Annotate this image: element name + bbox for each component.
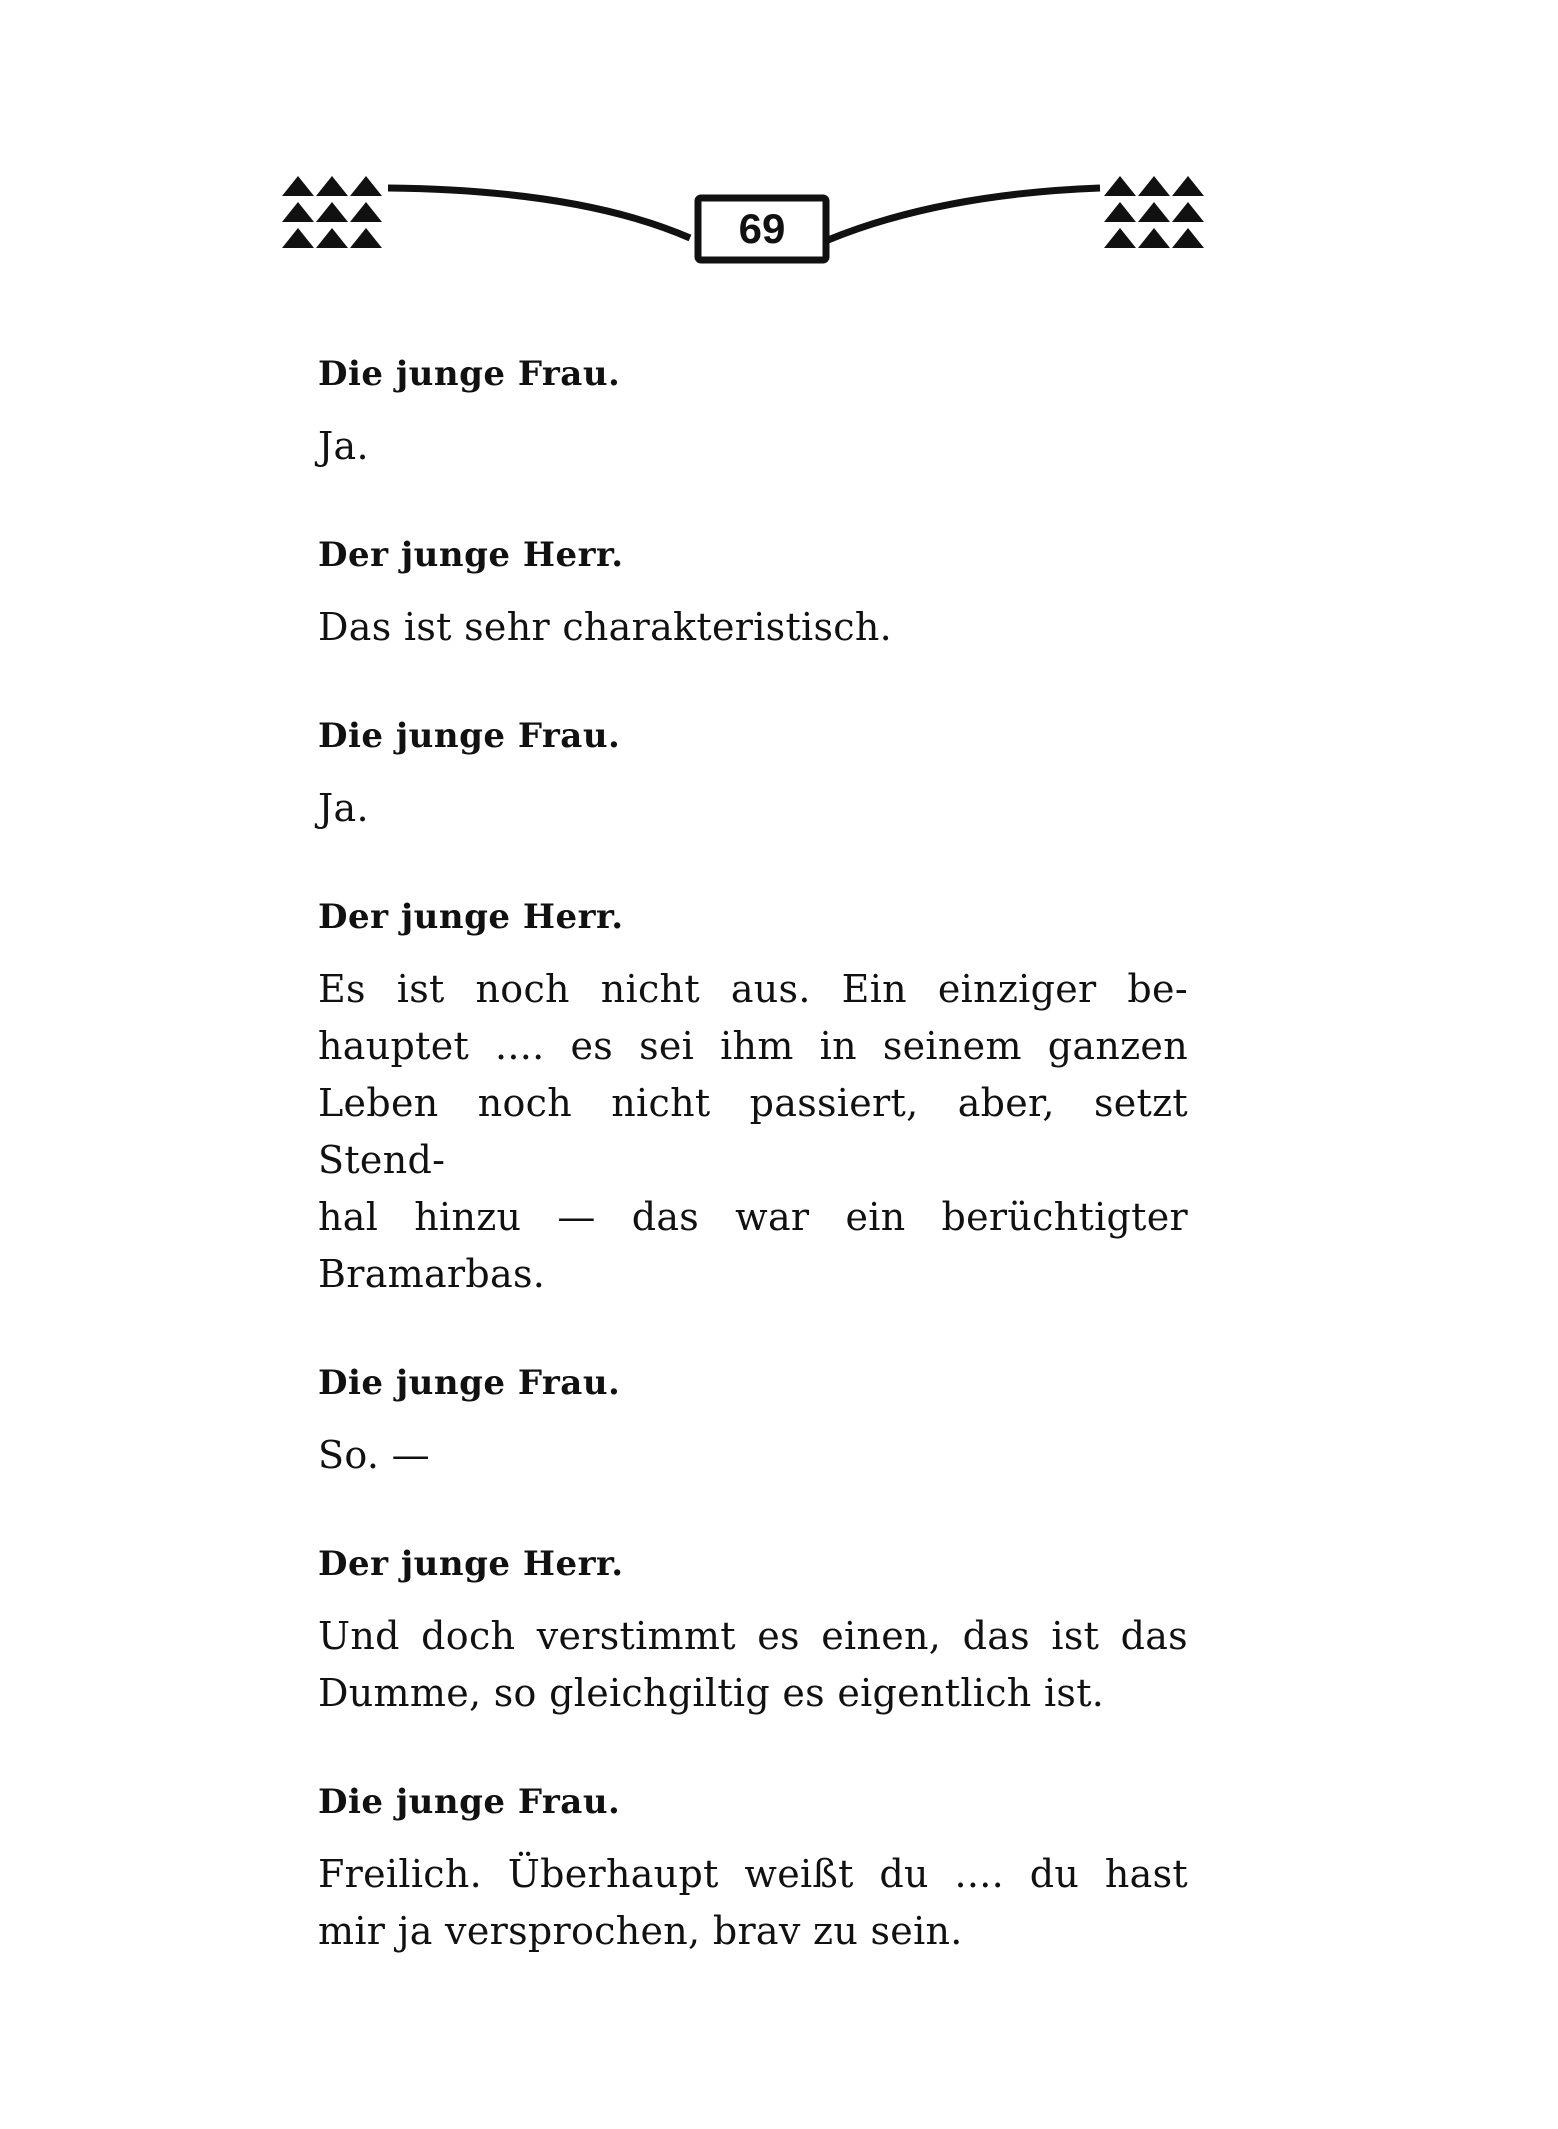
speaker-label: Der junge Herr. xyxy=(318,1544,624,1584)
right-swoop-line xyxy=(828,188,1100,240)
spoken-line: Und doch verstimmt es einen, das ist das xyxy=(318,1614,1188,1658)
dialogue-block xyxy=(318,889,1188,1303)
dialogue-block xyxy=(318,1536,1188,1722)
spoken-line: Leben noch nicht passiert, aber, setzt Stend- xyxy=(318,1081,1188,1182)
dialogue-block xyxy=(318,708,1188,837)
spoken-line: Bramarbas. xyxy=(318,1252,546,1296)
spoken-line: Das ist sehr charakteristisch. xyxy=(318,605,893,649)
spoken-line: hal hinzu — das war ein berüchtigter xyxy=(318,1195,1188,1239)
dialogue-block xyxy=(318,1355,1188,1484)
dialogue-block xyxy=(318,527,1188,656)
spoken-line: Dumme, so gleichgiltig es eigentlich ist. xyxy=(318,1671,1105,1715)
spoken-line: Freilich. Überhaupt weißt du .... du hast xyxy=(318,1852,1188,1896)
page-header-ornament xyxy=(280,170,1240,290)
dialogue-text xyxy=(318,346,1188,1960)
dialogue-block xyxy=(318,1774,1188,1960)
page-number: 69 xyxy=(738,205,786,252)
left-swoop-line xyxy=(388,188,690,238)
speaker-label: Die junge Frau. xyxy=(318,716,621,756)
spoken-line: Ja. xyxy=(318,786,369,830)
dialogue-block xyxy=(318,346,1188,475)
left-triangle-cluster xyxy=(282,176,382,248)
spoken-line: mir ja versprochen, brav zu sein. xyxy=(318,1909,963,1953)
spoken-line: hauptet .... es sei ihm in seinem ganzen xyxy=(318,1024,1188,1068)
speaker-label: Die junge Frau. xyxy=(318,1363,621,1403)
speaker-label: Der junge Herr. xyxy=(318,897,624,937)
right-triangle-cluster xyxy=(1104,176,1204,248)
speaker-label: Die junge Frau. xyxy=(318,354,621,394)
spoken-line: So. — xyxy=(318,1433,430,1477)
spoken-line: Es ist noch nicht aus. Ein einziger be- xyxy=(318,967,1188,1011)
speaker-label: Der junge Herr. xyxy=(318,535,624,575)
speaker-label: Die junge Frau. xyxy=(318,1782,621,1822)
spoken-line: Ja. xyxy=(318,424,369,468)
